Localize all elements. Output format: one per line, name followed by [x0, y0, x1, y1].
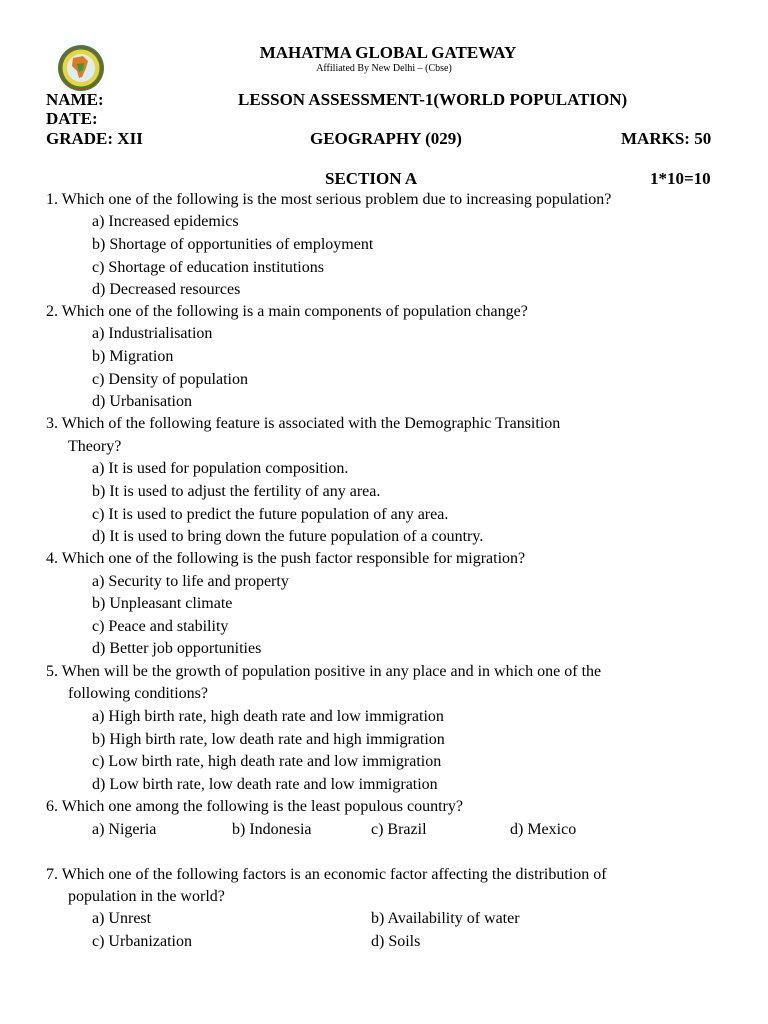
school-name: MAHATMA GLOBAL GATEWAY — [259, 43, 517, 62]
section-title: SECTION A — [325, 169, 418, 188]
question-5-option-a: a) High birth rate, high death rate and low immigration — [92, 708, 444, 725]
question-3-option-d: d) It is used to bring down the future population of a country. — [92, 528, 484, 545]
date-label: DATE: — [46, 109, 98, 128]
question-1-option-d: d) Decreased resources — [92, 281, 241, 298]
question-5-text: 5. When will be the growth of population positive in any place and in which one of the — [46, 663, 602, 680]
question-4-option-a: a) Security to life and property — [92, 573, 289, 590]
assessment-title: LESSON ASSESSMENT-1(WORLD POPULATION) — [238, 90, 628, 109]
question-7-option-c: c) Urbanization — [92, 933, 192, 950]
question-5-option-c: c) Low birth rate, high death rate and low immigration — [92, 753, 442, 770]
question-4-option-b: b) Unpleasant climate — [92, 595, 233, 612]
question-1-text: 1. Which one of the following is the most serious problem due to increasing population? — [46, 191, 612, 208]
question-5-text-cont: following conditions? — [68, 685, 208, 702]
question-3-text: 3. Which of the following feature is associated with the Demographic Transition — [46, 415, 561, 432]
question-6-option-d: d) Mexico — [510, 821, 577, 838]
name-label: NAME: — [46, 90, 104, 109]
question-7-option-b: b) Availability of water — [371, 910, 520, 927]
question-2-option-a: a) Industrialisation — [92, 325, 213, 342]
question-2-option-d: d) Urbanisation — [92, 393, 192, 410]
question-7-text: 7. Which one of the following factors is an economic factor affecting the distribution of — [46, 866, 607, 883]
question-7-option-d: d) Soils — [371, 933, 421, 950]
question-6-option-a: a) Nigeria — [92, 821, 157, 838]
question-1-option-a: a) Increased epidemics — [92, 213, 239, 230]
question-4-text: 4. Which one of the following is the push factor responsible for migration? — [46, 550, 526, 567]
subject-label: GEOGRAPHY (029) — [310, 129, 462, 148]
question-3-option-c: c) It is used to predict the future population of any area. — [92, 506, 449, 523]
marks-label: MARKS: 50 — [621, 129, 712, 148]
affiliation-text: Affiliated By New Delhi – (Cbse) — [316, 63, 452, 74]
question-1-option-c: c) Shortage of education institutions — [92, 259, 324, 276]
question-4-option-d: d) Better job opportunities — [92, 640, 262, 657]
question-4-option-c: c) Peace and stability — [92, 618, 229, 635]
question-5-option-d: d) Low birth rate, low death rate and low immigration — [92, 776, 438, 793]
section-marks: 1*10=10 — [650, 169, 711, 188]
question-7-text-cont: population in the world? — [68, 888, 225, 905]
question-3-option-b: b) It is used to adjust the fertility of any area. — [92, 483, 381, 500]
question-2-option-b: b) Migration — [92, 348, 174, 365]
question-6-option-c: c) Brazil — [371, 821, 427, 838]
question-7-option-a: a) Unrest — [92, 910, 152, 927]
question-2-text: 2. Which one of the following is a main components of population change? — [46, 303, 528, 320]
question-6-option-b: b) Indonesia — [232, 821, 312, 838]
question-1-option-b: b) Shortage of opportunities of employment — [92, 236, 374, 253]
question-6-text: 6. Which one among the following is the least populous country? — [46, 798, 463, 815]
question-2-option-c: c) Density of population — [92, 371, 248, 388]
question-5-option-b: b) High birth rate, low death rate and high immigration — [92, 731, 445, 748]
question-3-option-a: a) It is used for population composition. — [92, 460, 349, 477]
grade-label: GRADE: XII — [46, 129, 143, 148]
question-3-text-cont: Theory? — [68, 438, 122, 455]
